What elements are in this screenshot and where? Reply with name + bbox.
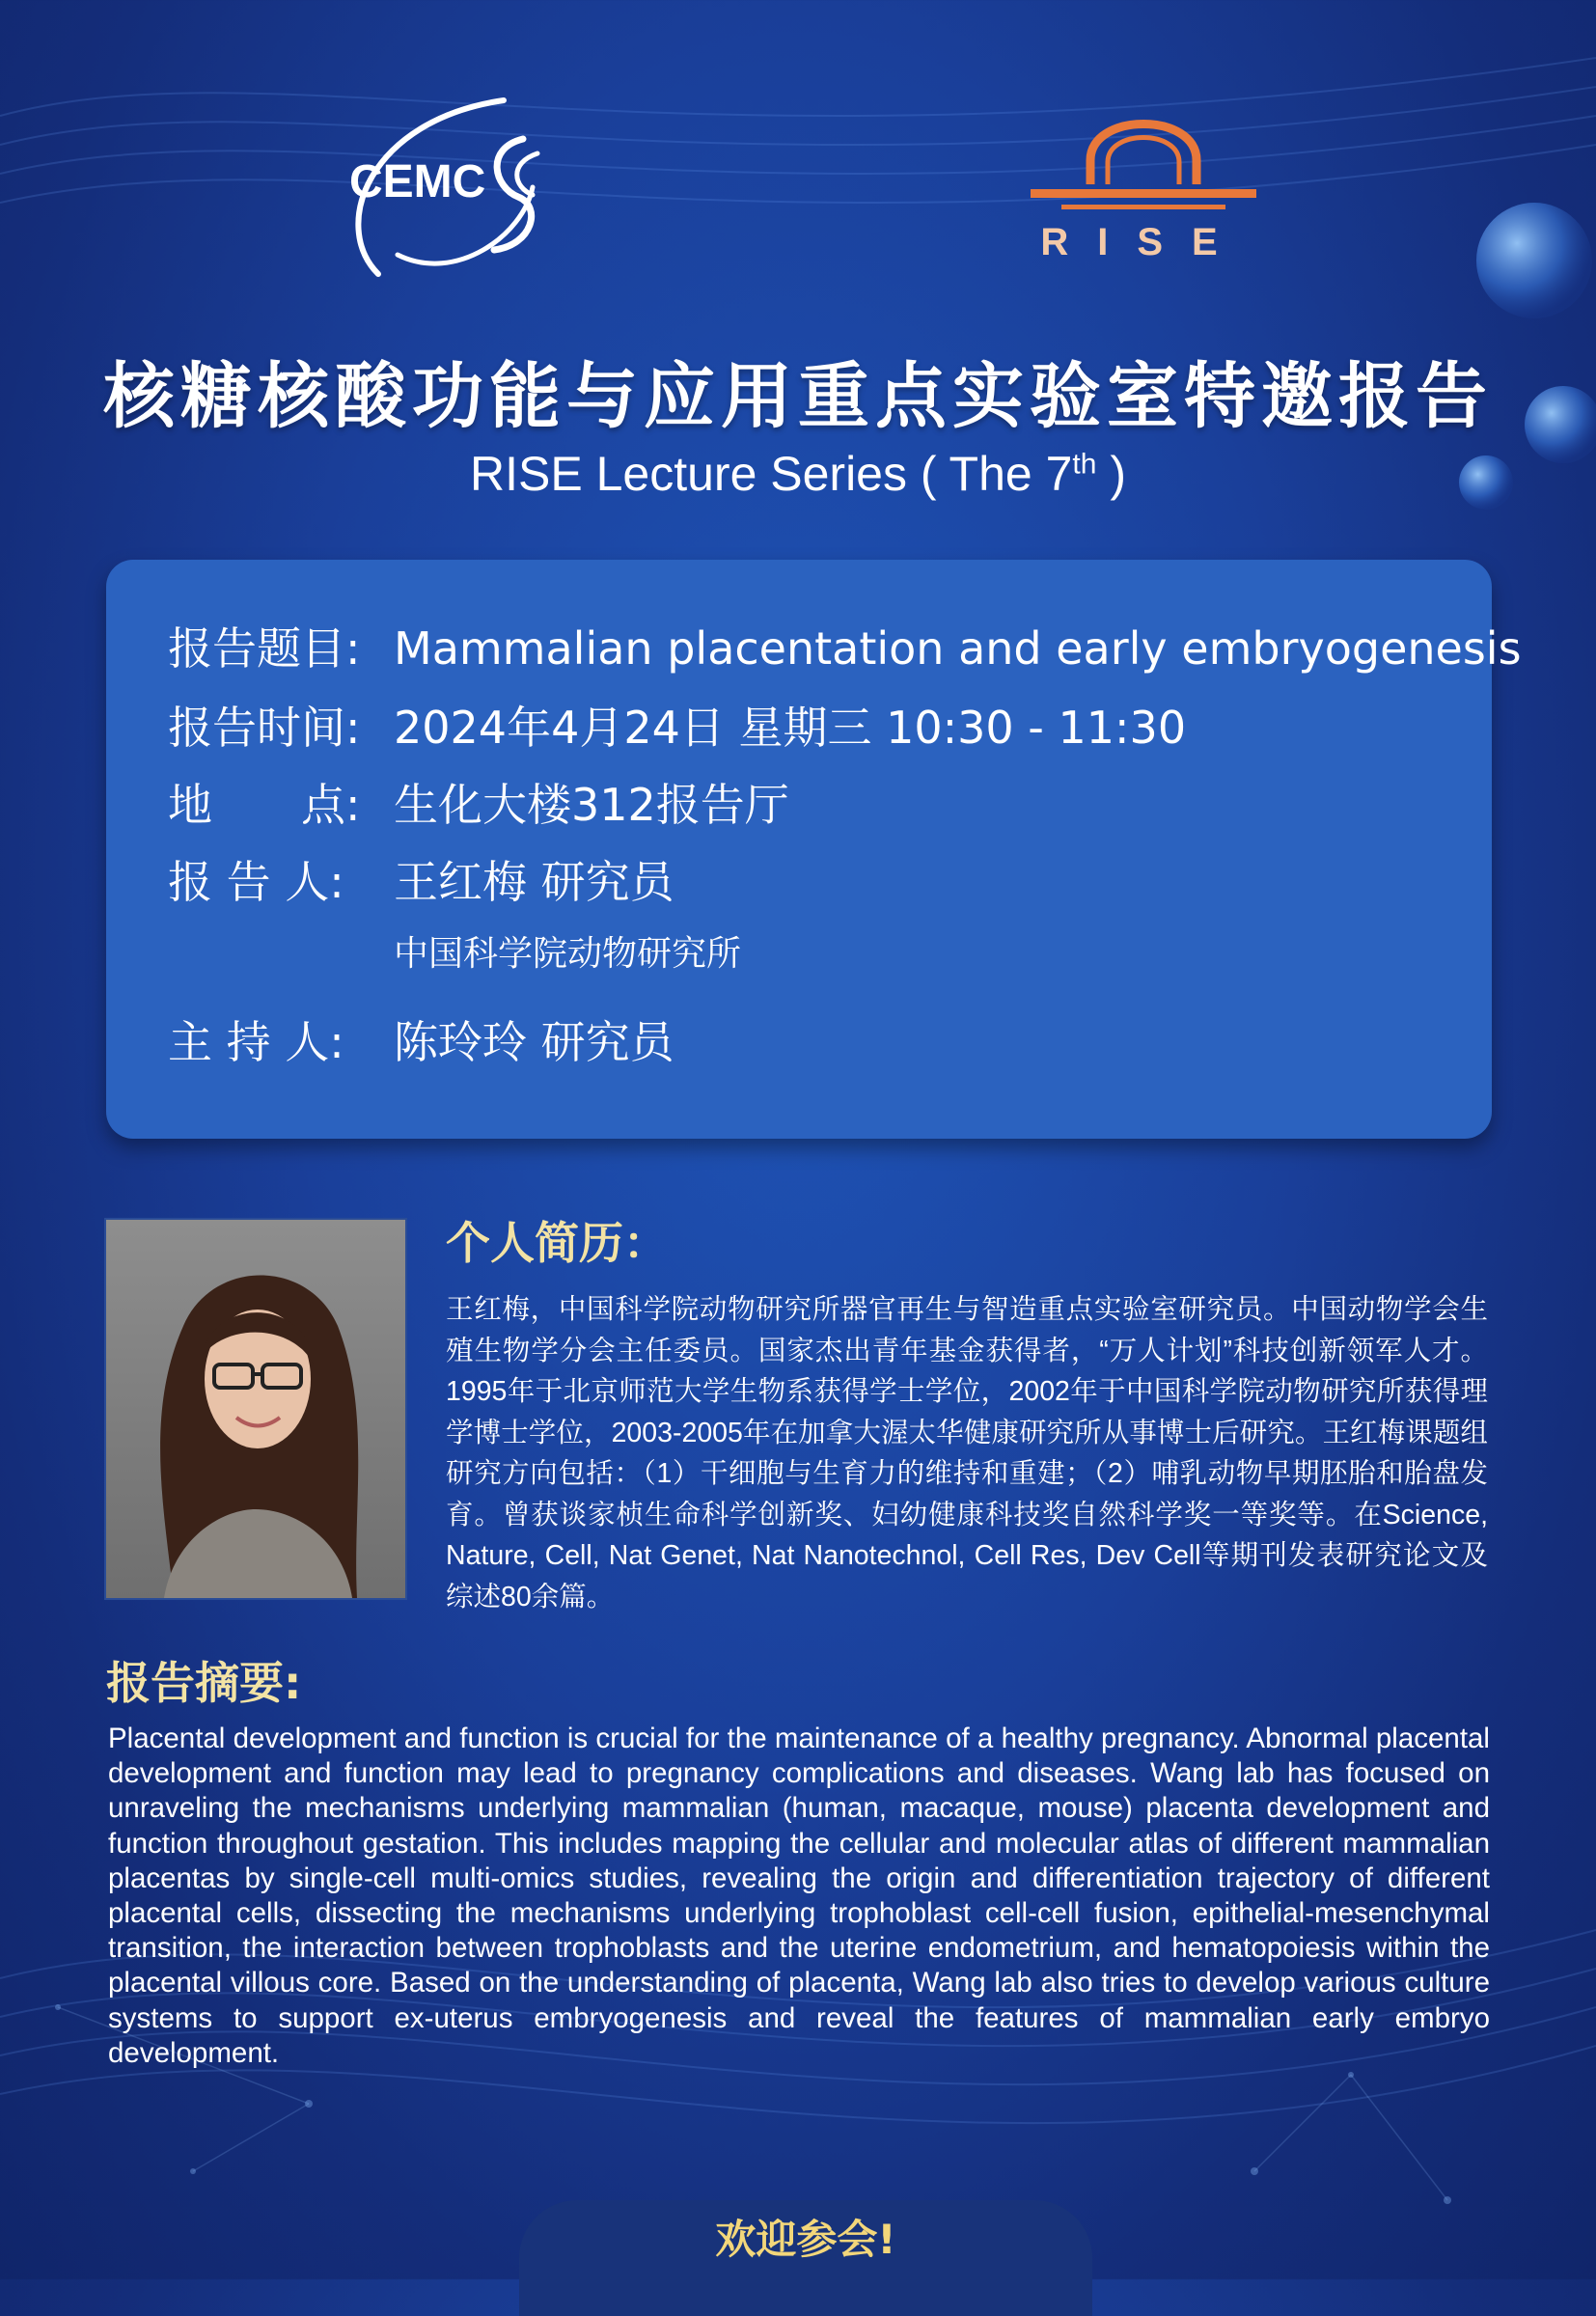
page-title-en (0, 446, 1596, 502)
info-topic-row (168, 614, 1522, 677)
info-place-row (168, 770, 789, 834)
rise-logo (1023, 93, 1264, 266)
topic-label: 报告题目: (168, 622, 361, 675)
welcome-banner: 欢迎参会! (519, 2200, 1092, 2316)
time-label: 报告时间: (168, 702, 361, 754)
title-en-main: RISE Lecture Series ( The 7 (470, 447, 1073, 501)
bio-text: 王红梅，中国科学院动物研究所器官再生与智造重点实验室研究员。中国动物学会生殖生物学分会主任委员。国家杰出青年基金获得者，“万人计划”科技创新领军人才。1995年于北京师范大学生物系获得学士学位，2002年于中国科学院动物研究所获得理学博士学位，2003-2005年在加拿大渥太华健康研究所从事博士后研究。王红梅课题组研究方向包括：（1）干细胞与生育力的维持和重建；（2）哺乳动物早期胚胎和胎盘发育。曾获谈家桢生命科学创新奖、妇幼健康科技奖自然科学奖一等奖等。在Science, Nature, Cell, Nat Genet, Nat Nanotechnol, Cell Res, Dev Cell等期刊发表研究论文及综述80余篇。 (446, 1294, 1488, 1613)
host-label: 主 持 人: (168, 1016, 344, 1068)
title-en-sup: th (1072, 448, 1097, 481)
rise-logo-text: RISE (1040, 221, 1247, 263)
bio-title: 个人简历： (446, 1217, 668, 1269)
lecture-info-box (106, 560, 1522, 1139)
info-speaker-row (168, 847, 674, 911)
topic-value: Mammalian placentation and early embryogenesis (394, 622, 1522, 675)
abstract-text: Placental development and function is crucial for the maintenance of a healthy pregnancy. Abnormal placental development and function may lead to pregnancy complications and diseases. Wang lab has focused on unraveling the mechanisms underlying mammalian (human, macaque, mouse) placenta development and function throughout gestation. This includes mapping the cellular and molecular atlas of different mammalian placentas by single-cell multi-omics studies, revealing the origin and differentiation trajectory of different placental cells, dissecting the mechanisms underlying trophoblast cell-cell fusion, epithelial-mesenchymal transition, the interaction between trophoblasts and the uterine endometrium, and hematopoiesis within the placental villous core. Based on the understanding of placenta, Wang lab also tries to develop various culture systems to support ex-uterus embryogenesis and reveal the features of mammalian early embryo development. (108, 1723, 1490, 2069)
place-label: 地 点: (168, 779, 361, 831)
title-en-end: ) (1096, 447, 1126, 501)
info-time-row (168, 693, 1186, 757)
host-value: 陈玲玲 研究员 (394, 1016, 674, 1068)
cemc-logo-text: CEMC (349, 156, 486, 207)
cemc-logo (340, 81, 562, 284)
speaker-affiliation: 中国科学院动物研究所 (394, 934, 742, 974)
speaker-value: 王红梅 研究员 (394, 856, 674, 908)
page-title-cn: 核糖核酸功能与应用重点实验室特邀报告 (103, 355, 1493, 438)
abstract-title: 报告摘要: (106, 1657, 302, 1709)
info-host-row (168, 1007, 674, 1071)
place-value: 生化大楼312报告厅 (394, 779, 789, 831)
speaker-label: 报 告 人: (168, 856, 344, 908)
time-value: 2024年4月24日 星期三 10:30 - 11:30 (394, 702, 1187, 754)
speaker-photo (106, 1220, 405, 1598)
